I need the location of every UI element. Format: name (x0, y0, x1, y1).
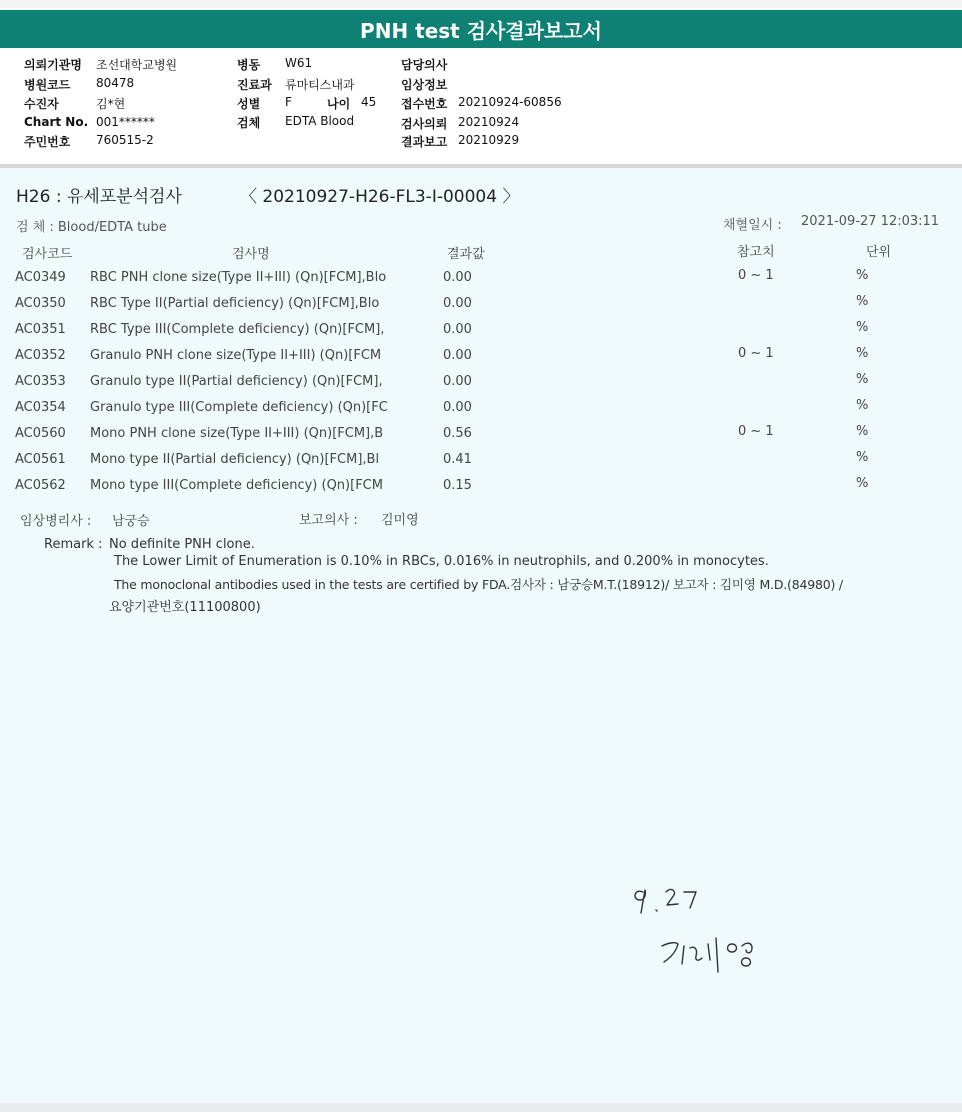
pathologist-label: 임상병리사 : (20, 514, 92, 529)
header-result: 결과값 (447, 247, 485, 262)
info-value: F (285, 95, 292, 109)
remark-line: No definite PNH clone. (109, 537, 255, 552)
doctor-name: 김미영 (381, 513, 419, 528)
table-row (0, 400, 962, 426)
test-name: Granulo type II(Partial deficiency) (Qn)[FCM], (90, 374, 383, 389)
remark-line: The Lower Limit of Enumeration is 0.10% in RBCs, 0.016% in neutrophils, and 0.200% in monocytes. (114, 554, 769, 569)
result-value: 0.56 (443, 426, 472, 441)
test-name: RBC Type III(Complete deficiency) (Qn)[FCM], (90, 322, 385, 337)
table-row (0, 270, 962, 296)
reference-range: 0 ~ 1 (738, 424, 774, 439)
info-value: 류마티스내과 (285, 78, 355, 92)
age-label: 나이 (327, 97, 351, 111)
test-code: AC0350 (15, 296, 66, 311)
test-code: AC0352 (15, 348, 66, 363)
header-name: 검사명 (232, 247, 270, 262)
unit: % (856, 450, 869, 465)
unit: % (856, 424, 869, 439)
info-value: 001****** (96, 115, 155, 129)
info-label: Chart No. (24, 115, 89, 129)
info-value: 조선대학교병원 (96, 58, 178, 72)
test-name: Mono PNH clone size(Type II+III) (Qn)[FCM],B (90, 426, 384, 441)
test-code: AC0349 (15, 270, 66, 285)
result-value: 0.00 (443, 296, 472, 311)
bottom-edge (0, 1103, 962, 1112)
info-label: 성별 (237, 97, 261, 111)
test-code: AC0353 (15, 374, 66, 389)
test-name: Mono type III(Complete deficiency) (Qn)[FCM (90, 478, 383, 493)
top-edge (0, 0, 962, 8)
doctor-label: 보고의사 : (299, 513, 358, 528)
info-value: 20210929 (458, 133, 520, 147)
accession-number: 〈 20210927-H26-FL3-I-00004 〉 (240, 187, 520, 207)
collected-label: 채혈일시 : (723, 218, 782, 233)
result-panel (0, 168, 962, 1103)
table-row (0, 478, 962, 504)
header-ref: 참고치 (737, 245, 775, 260)
reference-range: 0 ~ 1 (738, 346, 774, 361)
age-value: 45 (361, 95, 377, 109)
handwritten-signature (610, 868, 810, 988)
info-label: 검체 (237, 116, 261, 130)
info-value: 760515-2 (96, 133, 154, 147)
specimen-info: 검 체 : Blood/EDTA tube (16, 220, 167, 235)
table-row (0, 452, 962, 478)
result-value: 0.00 (443, 270, 472, 285)
result-value: 0.00 (443, 322, 472, 337)
test-code: AC0351 (15, 322, 66, 337)
info-label: 검사의뢰 (401, 117, 448, 131)
result-value: 0.41 (443, 452, 472, 467)
info-label: 진료과 (237, 78, 272, 92)
test-code: AC0354 (15, 400, 66, 415)
section-title: H26 : 유세포분석검사 (16, 187, 182, 207)
remark-label: Remark : (44, 537, 103, 552)
unit: % (856, 398, 869, 413)
info-label: 병원코드 (24, 78, 71, 92)
info-value: 김*현 (96, 97, 126, 111)
test-code: AC0560 (15, 426, 66, 441)
header-code: 검사코드 (22, 247, 73, 262)
table-row (0, 296, 962, 322)
info-value: 20210924 (458, 115, 520, 129)
result-value: 0.15 (443, 478, 472, 493)
info-label: 임상정보 (401, 78, 448, 92)
unit: % (856, 320, 869, 335)
reference-range: 0 ~ 1 (738, 268, 774, 283)
remark-line: 요양기관번호(11100800) (109, 600, 261, 615)
result-value: 0.00 (443, 374, 472, 389)
info-label: 수진자 (24, 97, 59, 111)
test-name: RBC Type II(Partial deficiency) (Qn)[FCM],Blo (90, 296, 380, 311)
info-label: 의뢰기관명 (24, 58, 82, 72)
test-name: Mono type II(Partial deficiency) (Qn)[FCM],Bl (90, 452, 380, 467)
pathologist-name: 남궁승 (112, 514, 150, 529)
test-name: RBC PNH clone size(Type II+III) (Qn)[FCM],Blo (90, 270, 387, 285)
test-code: AC0561 (15, 452, 66, 467)
unit: % (856, 372, 869, 387)
info-label: 결과보고 (401, 135, 448, 149)
table-row (0, 322, 962, 348)
info-label: 접수번호 (401, 97, 448, 111)
test-name: Granulo type III(Complete deficiency) (Qn)[FC (90, 400, 388, 415)
collected-datetime: 2021-09-27 12:03:11 (801, 214, 940, 229)
report-title: PNH test 검사결과보고서 (0, 10, 962, 48)
test-code: AC0562 (15, 478, 66, 493)
table-row (0, 426, 962, 452)
test-name: Granulo PNH clone size(Type II+III) (Qn)[FCM (90, 348, 382, 363)
info-value: W61 (285, 56, 313, 70)
table-row (0, 374, 962, 400)
unit: % (856, 268, 869, 283)
unit: % (856, 346, 869, 361)
remark-line: The monoclonal antibodies used in the tests are certified by FDA.검사자 : 남궁승M.T.(18912)/ 보고자 : 김미영 M.D.(84980) / (114, 577, 843, 592)
table-row (0, 348, 962, 374)
header-unit: 단위 (866, 245, 892, 260)
patient-info-block (0, 48, 962, 165)
info-value: 20210924-60856 (458, 95, 562, 109)
info-label: 주민번호 (24, 135, 71, 149)
info-value: 80478 (96, 76, 135, 90)
result-value: 0.00 (443, 348, 472, 363)
info-label: 담당의사 (401, 58, 448, 72)
info-label: 병동 (237, 58, 261, 72)
info-value: EDTA Blood (285, 114, 355, 128)
result-value: 0.00 (443, 400, 472, 415)
unit: % (856, 294, 869, 309)
unit: % (856, 476, 869, 491)
